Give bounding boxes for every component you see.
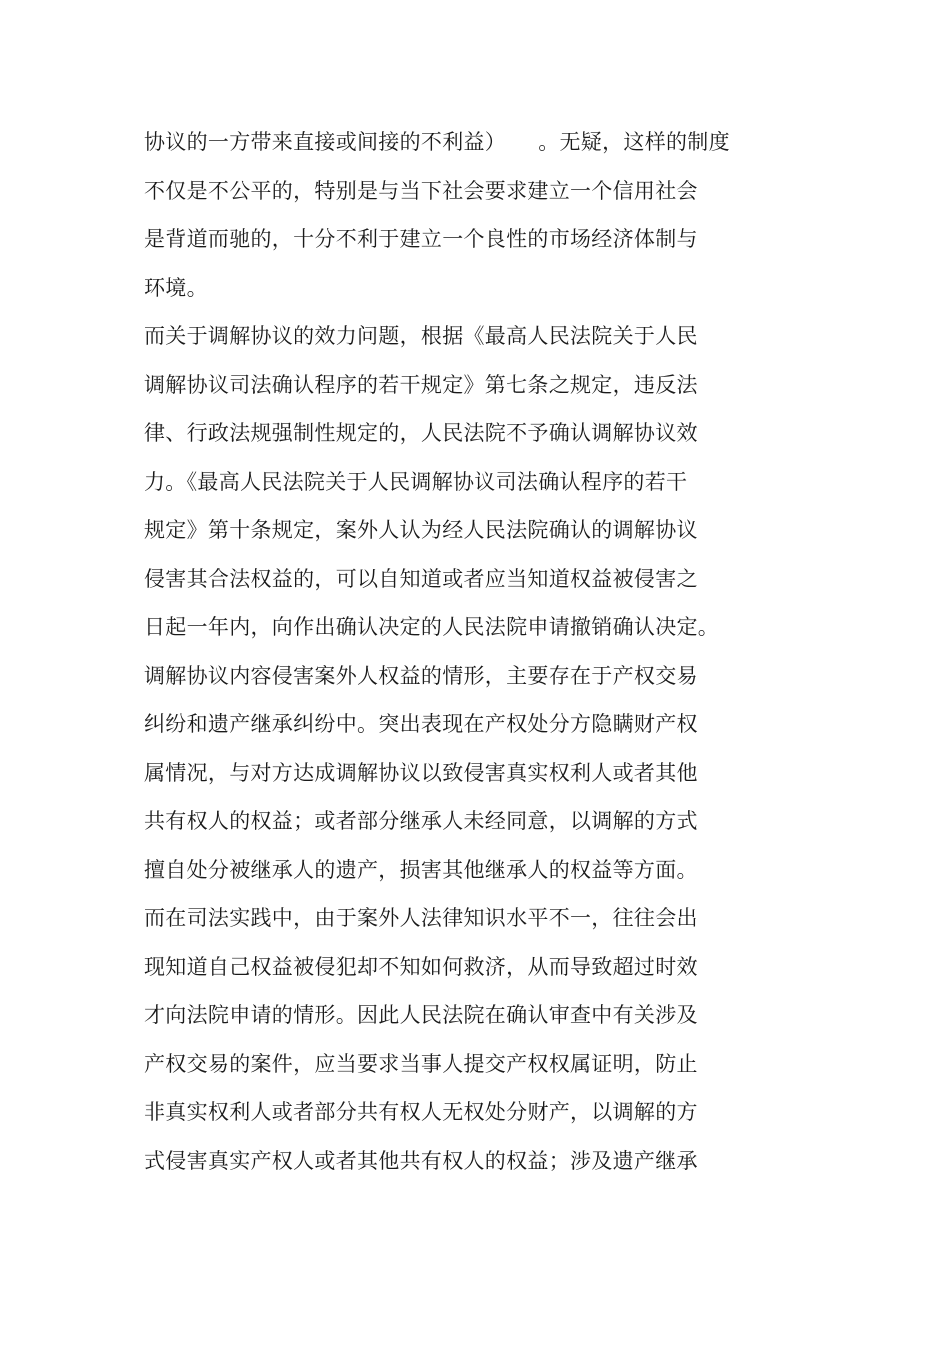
text-line: 力。《最高人民法院关于人民调解协议司法确认程序的若干 <box>144 469 688 494</box>
text-line: 调解协议司法确认程序的若干规定》第七条之规定，违反法 <box>144 372 698 397</box>
text-line: 不仅是不公平的，特别是与当下社会要求建立一个信用社会 <box>144 178 698 203</box>
text-line: 属情况，与对方达成调解协议以致侵害真实权利人或者其他 <box>144 760 698 785</box>
text-line: 律、行政法规强制性规定的，人民法院不予确认调解协议效 <box>144 421 698 445</box>
text-line: 调解协议内容侵害案外人权益的情形，主要存在于产权交易 <box>144 663 698 688</box>
text-line: 共有权人的权益；或者部分继承人未经同意，以调解的方式 <box>144 809 698 833</box>
text-line: 产权交易的案件，应当要求当事人提交产权权属证明，防止 <box>144 1051 698 1076</box>
text-line: 非真实权利人或者部分共有权人无权处分财产，以调解的方 <box>144 1100 698 1124</box>
text-line: 现知道自己权益被侵犯却不知如何救济，从而导致超过时效 <box>144 954 698 979</box>
text-line: 式侵害真实产权人或者其他共有权人的权益；涉及遗产继承 <box>144 1148 698 1173</box>
text-line: 而关于调解协议的效力问题，根据《最高人民法院关于人民 <box>144 324 698 348</box>
text-line: 日起一年内，向作出确认决定的人民法院申请撤销确认决定。 <box>144 615 720 639</box>
text-line: 环境。 <box>144 275 208 300</box>
body-text <box>144 118 804 1185</box>
text-line: 擅自处分被继承人的遗产，损害其他继承人的权益等方面。 <box>144 857 698 882</box>
text-line: 侵害其合法权益的，可以自知道或者应当知道权益被侵害之 <box>144 566 698 591</box>
text-line: 是背道而驰的，十分不利于建立一个良性的市场经济体制与 <box>144 227 698 251</box>
text-line: 而在司法实践中，由于案外人法律知识水平不一，往往会出 <box>144 906 698 930</box>
text-line: 协议的一方带来直接或间接的不利益） 。无疑，这样的制度 <box>144 130 730 154</box>
text-line: 才向法院申请的情形。因此人民法院在确认审查中有关涉及 <box>144 1003 698 1027</box>
text-line: 规定》第十条规定，案外人认为经人民法院确认的调解协议 <box>144 518 698 542</box>
text-line: 纠纷和遗产继承纠纷中。突出表现在产权处分方隐瞒财产权 <box>144 712 698 736</box>
